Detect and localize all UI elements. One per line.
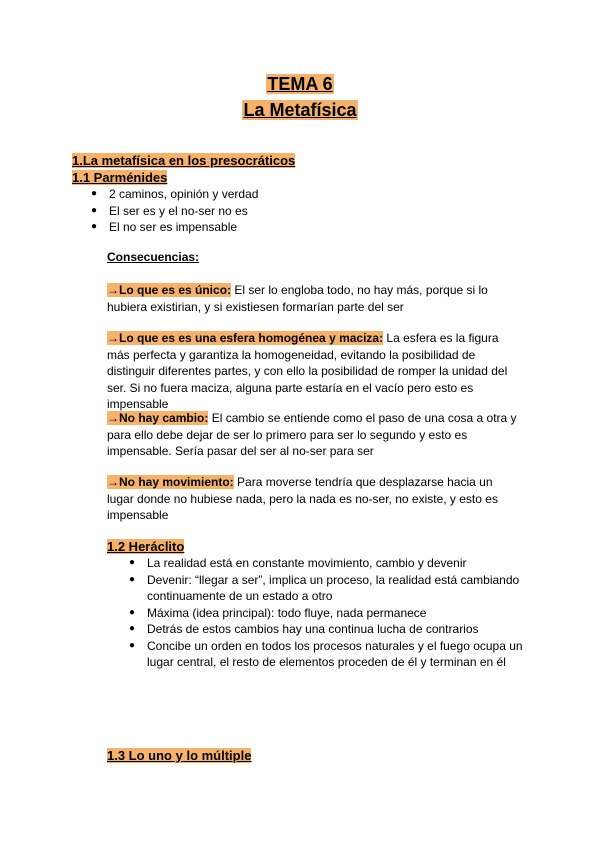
bullet-icon: ● — [129, 606, 136, 618]
consequence-paragraph — [107, 474, 517, 524]
title-line-1: TEMA 6 — [267, 74, 333, 94]
consequence-lead: →No hay movimiento: — [107, 475, 234, 489]
consequence-lead: →Lo que es es una esfera homogénea y maciza: — [107, 331, 384, 345]
list-item: ● La realidad está en constante movimiento, cambio y devenir — [129, 556, 467, 570]
consequence-paragraph — [107, 330, 517, 413]
bullet-icon: ● — [129, 573, 136, 585]
bullet-icon: ● — [91, 204, 98, 216]
bullet-icon: ● — [91, 221, 98, 232]
section-1-3-heading: 1.3 Lo uno y lo múltiple — [107, 748, 252, 763]
consequence-lead: →Lo que es es único: — [107, 283, 232, 297]
bullet-icon: ● — [129, 557, 136, 568]
list-item: ● Concibe un orden en todos los procesos naturales y el fuego ocupa un lugar central, el resto de elementos proceden de él y terminan en él — [129, 638, 523, 669]
title-line-2: La Metafísica — [243, 100, 357, 120]
consequence-paragraph — [107, 410, 517, 460]
list-item: ● 2 caminos, opinión y verdad — [91, 187, 259, 201]
parmenides-bullet-list — [88, 186, 508, 236]
consequence-lead: →No hay cambio: — [107, 411, 209, 425]
section-1-2-heading: 1.2 Heráclito — [107, 539, 185, 554]
consequence-text: El ser lo engloba todo, no hay más, porque si lo hubiera existirian, y si existiesen formarían parte del ser — [107, 283, 488, 314]
bullet-icon: ● — [129, 639, 136, 651]
consequence-text: Para moverse tendría que desplazarse hacia un lugar donde no hubiese nada, pero la nada es no-ser, no existe, y esto es impensable — [107, 475, 498, 522]
section-1-1-heading: 1.1 Parménides — [72, 170, 168, 185]
heraclito-bullet-list — [126, 555, 526, 671]
list-item: ● Máxima (idea principal): todo fluye, nada permanece — [129, 605, 427, 620]
list-item: ● El no ser es impensable — [91, 220, 238, 234]
bullet-icon: ● — [91, 188, 98, 199]
bullet-icon: ● — [129, 623, 136, 634]
consequences-label: Consecuencias: — [107, 250, 200, 264]
consequence-text: El cambio se entiende como el paso de una cosa a otra y para ello debe dejar de ser lo primero para ser lo segundo y esto es impensable. Sería pasar del ser al no-ser para ser — [107, 411, 517, 458]
list-item: ● Detrás de estos cambios hay una continua lucha de contrarios — [129, 622, 479, 636]
consequence-paragraph — [107, 282, 517, 315]
list-item: ● El ser es y el no-ser no es — [91, 203, 248, 218]
section-1-heading: 1.La metafísica en los presocráticos — [72, 153, 296, 168]
consequence-text: La esfera es la figura más perfecta y garantiza la homogeneidad, evitando la posibilidad de distinguir diferentes partes, y con ello la posibilidad de romper la unidad del ser. Si no fuera maciza, alguna parte estaría en el vacío pero esto es impensable — [107, 331, 508, 411]
list-item: ● Devenir: “llegar a ser”, implica un proceso, la realidad está cambiando continuamente de un estado a otro — [129, 572, 520, 603]
